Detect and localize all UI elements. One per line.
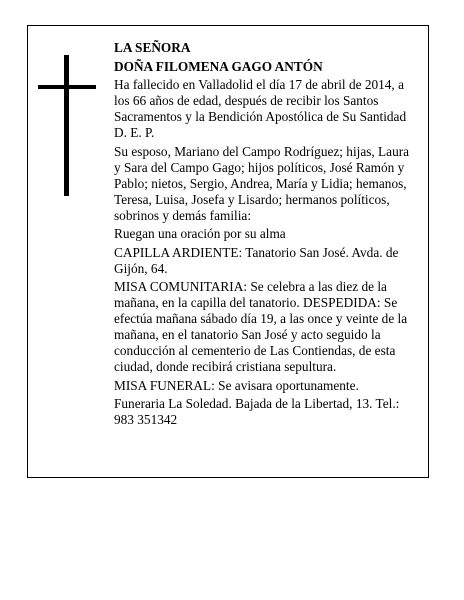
family-list: Su esposo, Mariano del Campo Rodríguez; hijas, Laura y Sara del Campo Gago; hijos políticos, José Ramón y Pablo; nietos, Sergio, Andrea, María y Lidia; hemanos, Teresa, Luisa, Josefa y Lisardo; hermanos políticos, sobrinos y demás familia: [114,143,410,223]
obituary-text [114,40,416,431]
chapel-info: CAPILLA ARDIENTE: Tanatorio San José. Avda. de Gijón, 64. [114,244,399,276]
cross-vertical-bar [64,55,69,196]
deceased-name: DOÑA FILOMENA GAGO ANTÓN [114,58,323,74]
funeral-mass-info: MISA FUNERAL: Se avisara oportunamente. [114,377,359,393]
death-announcement: Ha fallecido en Valladolid el día 17 de abril de 2014, a los 66 años de edad, después de recibir los Santos Sacramentos y la Bendición Apostólica de Su Santidad D. E. P. [114,77,407,140]
community-mass-info: MISA COMUNITARIA: Se celebra a las diez de la mañana, en la capilla del tanatorio. DESPEDIDA: Se efectúa mañana sábado día 19, a las once y veinte de la mañana, en el tanatorio San José y acto seguido la conducción al cementerio de Las Contiendas, de esta ciudad, donde recibirá cristiana sepultura. [114,279,408,374]
cross-horizontal-bar [38,85,96,89]
title-line-1: LA SEÑORA [114,40,191,55]
prayer-request: Ruegan una oración por su alma [114,226,286,241]
funeral-home-info: Funeraria La Soledad. Bajada de la Libertad, 13. Tel.: 983 351342 [114,396,400,427]
